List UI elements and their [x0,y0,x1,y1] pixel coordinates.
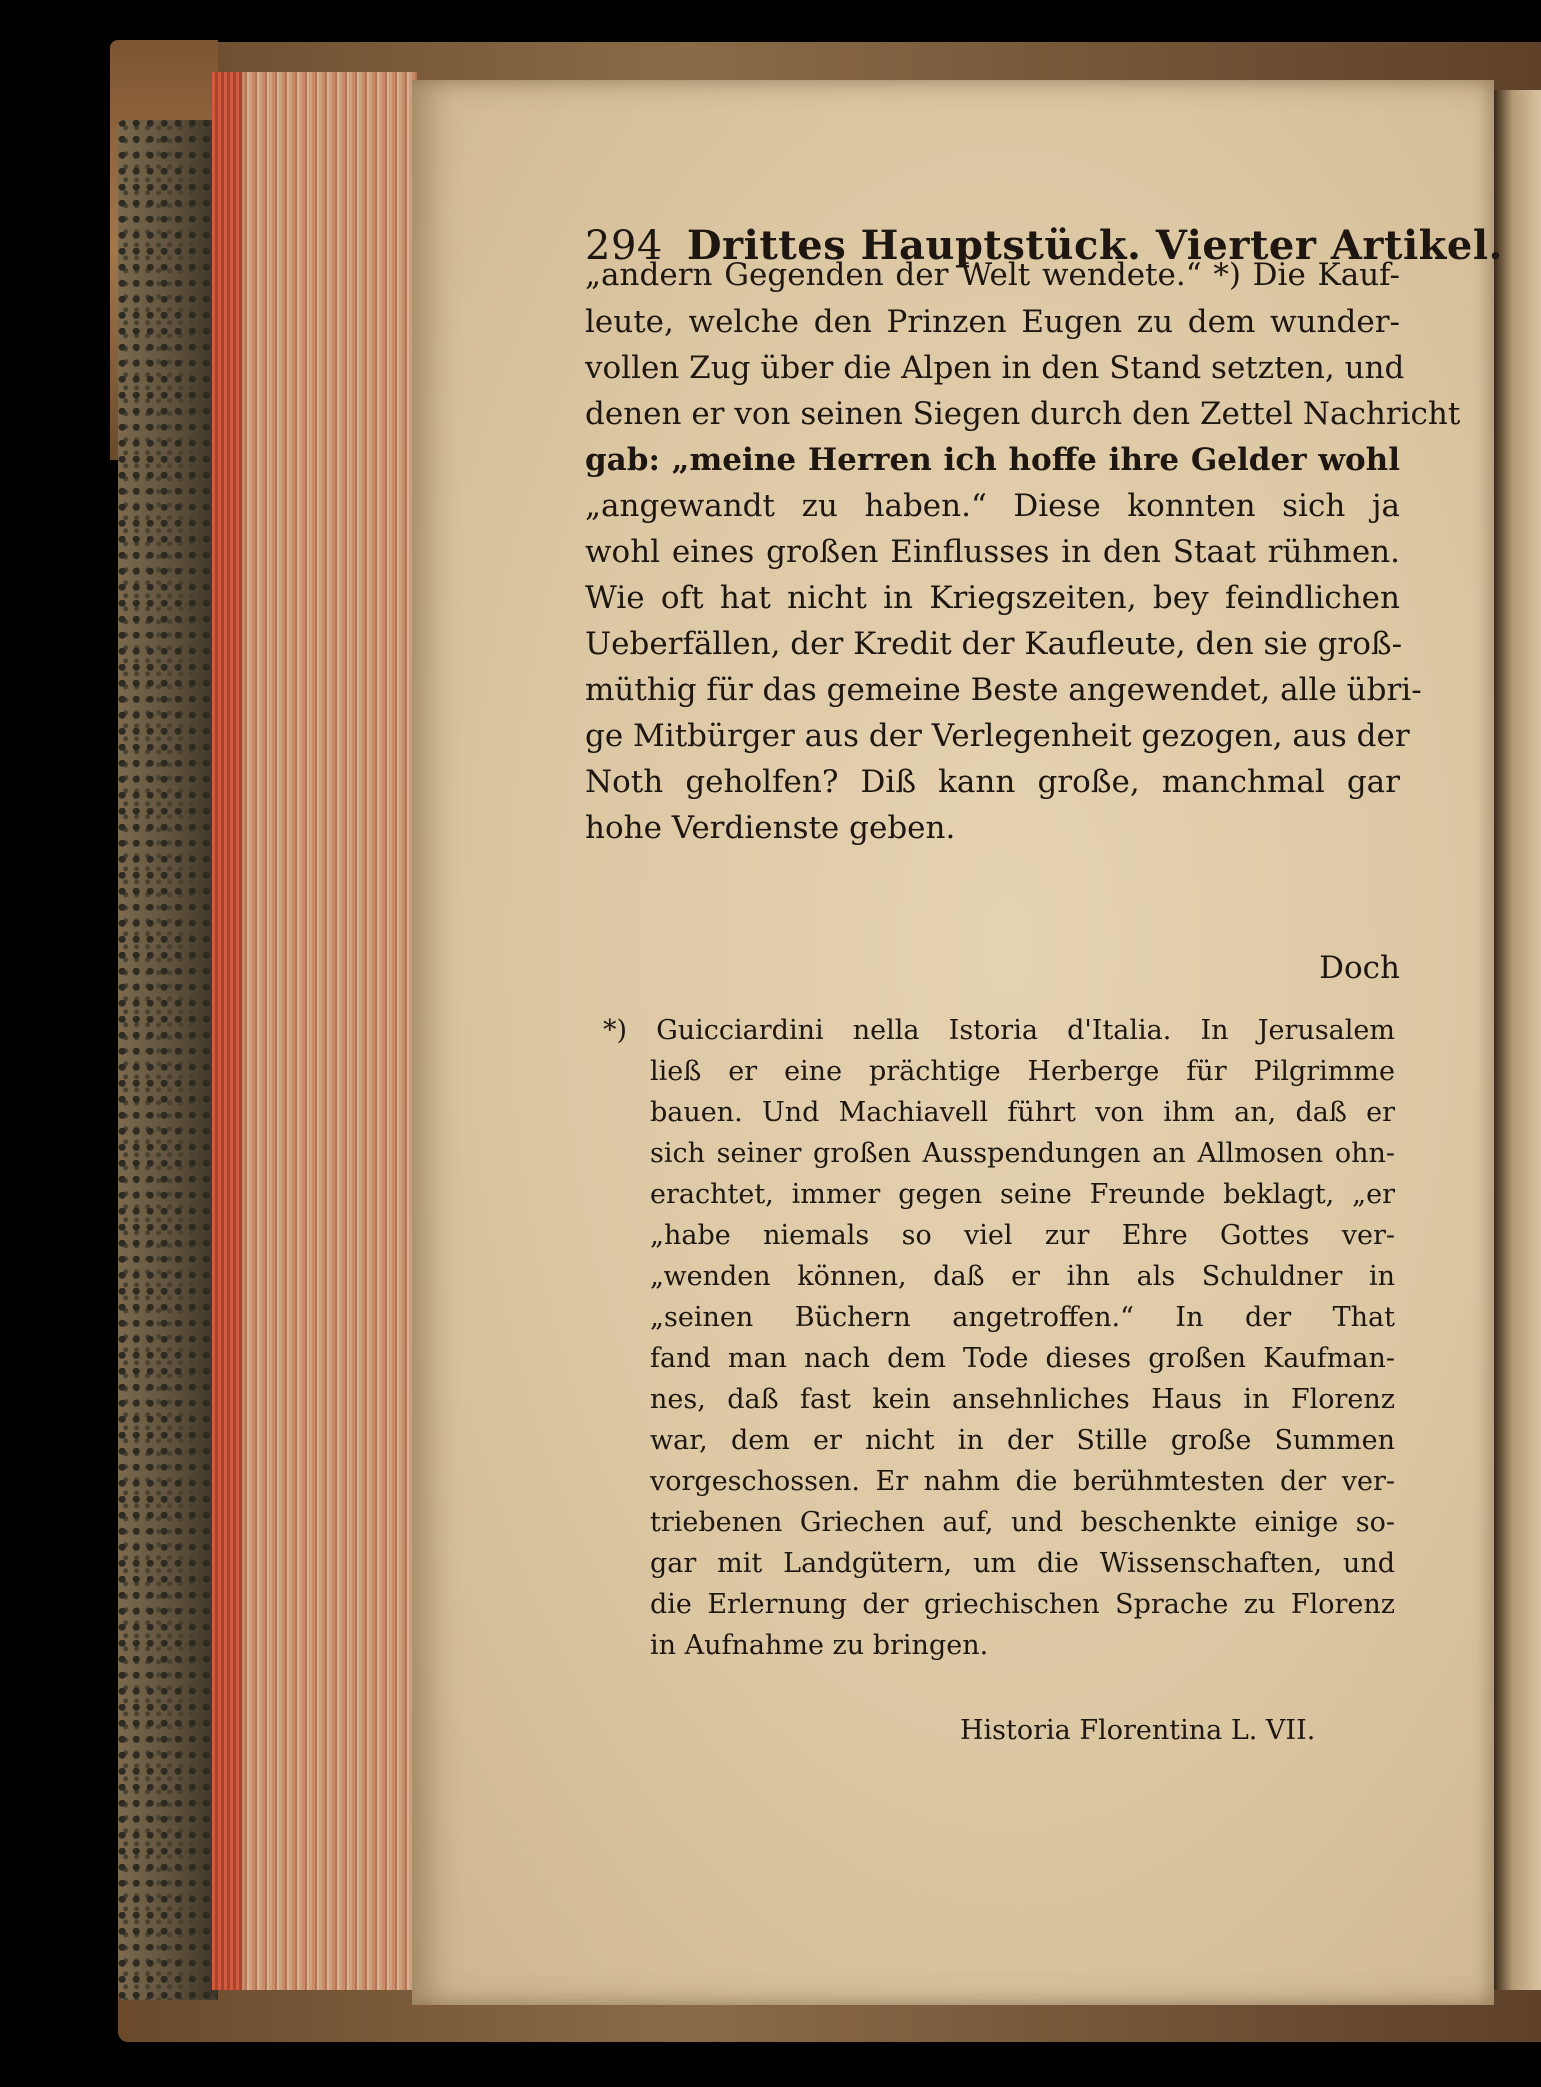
footnote-line: *) Guicciardini nella Istoria d'Italia. In Jerusalem [603,1015,1395,1046]
footnote-line: war, dem er nicht in der Stille große Summen [650,1425,1395,1456]
footnote-reference: Historia Florentina L. VII. [960,1715,1316,1746]
running-title: Drittes Hauptstück. Vierter Artikel. [686,222,1503,269]
body-line: müthig für das gemeine Beste angewendet, alle übri- [585,672,1422,708]
body-line: Noth geholfen? Diß kann große, manchmal gar [585,764,1400,800]
body-line: leute, welche den Prinzen Eugen zu dem wunder- [585,304,1400,340]
body-line: Ueberfällen, der Kredit der Kaufleute, den sie groß- [585,626,1403,662]
footnote-line: gar mit Landgütern, um die Wissenschaften, und [650,1548,1395,1579]
body-line: Wie oft hat nicht in Kriegszeiten, bey feindlichen [585,580,1400,616]
footnote-line: erachtet, immer gegen seine Freunde beklagt, „er [650,1179,1395,1210]
page-number: 294 [585,223,663,269]
marbled-spine [118,120,218,2000]
footnote-line: die Erlernung der griechischen Sprache zu Florenz [650,1589,1395,1620]
body-line: hohe Verdienste geben. [585,810,956,846]
body-line: denen er von seinen Siegen durch den Zettel Nachricht [585,396,1461,432]
book-gutter [1494,90,1541,1990]
footnote-line: bauen. Und Machiavell führt von ihm an, daß er [650,1097,1395,1128]
catchword: Doch [1319,950,1400,986]
footnote-line: „habe niemals so viel zur Ehre Gottes ver- [650,1220,1395,1251]
red-page-edge [212,72,242,1990]
body-line: „angewandt zu haben.“ Diese konnten sich ja [585,488,1400,524]
footnote-line: „seinen Büchern angetroffen.“ In der That [650,1302,1395,1333]
footnote-line: in Aufnahme zu bringen. [650,1630,989,1661]
footnote-line: ließ er eine prächtige Herberge für Pilgrimme [650,1056,1395,1087]
footnote-line: triebenen Griechen auf, und beschenkte einige so- [650,1507,1395,1538]
footnote-line: sich seiner großen Ausspendungen an Allmosen ohn- [650,1138,1395,1169]
footnote-line: „wenden können, daß er ihn als Schuldner in [650,1261,1395,1292]
footnote-line: nes, daß fast kein ansehnliches Haus in Florenz [650,1384,1395,1415]
body-line: vollen Zug über die Alpen in den Stand setzten, und [585,350,1405,386]
body-line: ge Mitbürger aus der Verlegenheit gezogen, aus der [585,718,1410,754]
body-line: wohl eines großen Einflusses in den Staat rühmen. [585,534,1400,570]
page-edges [212,72,417,1990]
footnote-line: vorgeschossen. Er nahm die berühmtesten der ver- [650,1466,1395,1497]
footnote-line: fand man nach dem Tode dieses großen Kaufman- [650,1343,1395,1374]
body-line: gab: „meine Herren ich hoffe ihre Gelder wohl [585,442,1400,478]
body-line: „andern Gegenden der Welt wendete.“ *) Die Kauf- [585,257,1400,293]
